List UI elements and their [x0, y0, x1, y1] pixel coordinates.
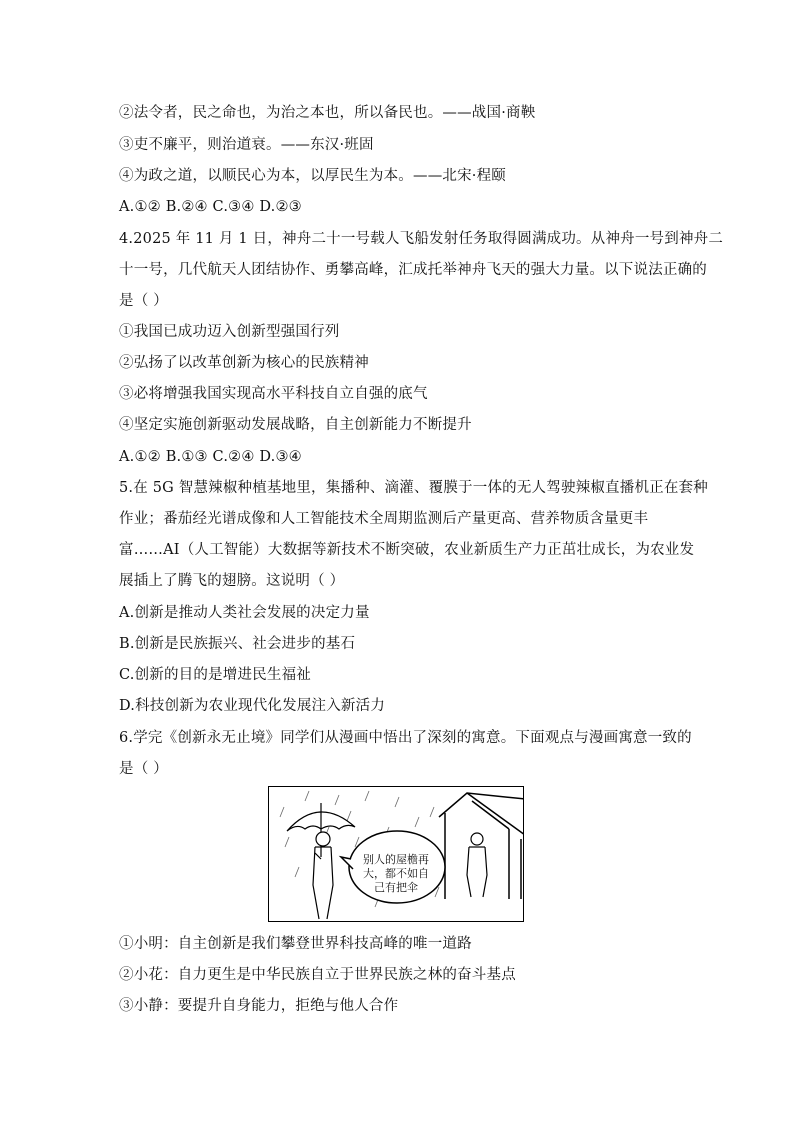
question-5-text: 作业；番茄经光谱成像和人工智能技术全周期监测后产量更高、营养物质含量更丰: [119, 511, 649, 527]
option-line: ①我国已成功迈入创新型强国行列: [119, 324, 340, 340]
option-line: ③必将增强我国实现高水平科技自立自强的底气: [119, 386, 428, 402]
opinion-option: ①小明：自主创新是我们攀登世界科技高峰的唯一道路: [119, 936, 472, 952]
question-4-text: 是（ ）: [119, 293, 168, 309]
question-6-text: 是（ ）: [119, 761, 168, 777]
question-5-text: 5.在 5G 智慧辣椒种植基地里，集播种、滴灌、覆膜于一体的无人驾驶辣椒直播机正在套种: [119, 480, 708, 496]
comic-illustration: [268, 786, 524, 922]
opinion-option: ③小静：要提升自身能力，拒绝与他人合作: [119, 998, 399, 1014]
speech-bubble-text: 别人的屋檐再大，都不如自己有把伞: [363, 853, 429, 894]
option-line: ④坚定实施创新驱动发展战略，自主创新能力不断提升: [119, 417, 472, 433]
opinion-option: ②小花：自力更生是中华民族自立于世界民族之林的奋斗基点: [119, 967, 516, 983]
answer-option: D.科技创新为农业现代化发展注入新活力: [119, 698, 386, 714]
answer-option: C.创新的目的是增进民生福祉: [119, 667, 311, 683]
answer-choices: A.①② B.②④ C.③④ D.②③: [119, 199, 302, 215]
question-4-text: 4.2025 年 11 月 1 日，神舟二十一号载人飞船发射任务取得圆满成功。从神舟一号到神舟二: [119, 231, 724, 247]
answer-option: B.创新是民族振兴、社会进步的基石: [119, 636, 356, 652]
text-line: ②法令者，民之命也，为治之本也，所以备民也。——战国·商鞅: [119, 105, 536, 121]
text-line: ③吏不廉平，则治道衰。——东汉·班固: [119, 137, 374, 153]
question-6-text: 6.学完《创新永无止境》同学们从漫画中悟出了深刻的寓意。下面观点与漫画寓意一致的: [119, 730, 692, 746]
text-line: ④为政之道，以顺民心为本，以厚民生为本。——北宋·程颐: [119, 168, 507, 184]
question-5-text: 富……AI（人工智能）大数据等新技术不断突破，农业新质生产力正茁壮成长，为农业发: [119, 542, 695, 558]
answer-choices: A.①② B.①③ C.②④ D.③④: [119, 449, 302, 465]
question-4-text: 十一号，几代航天人团结协作、勇攀高峰，汇成托举神舟飞天的强大力量。以下说法正确的: [119, 262, 707, 278]
question-5-text: 展插上了腾飞的翅膀。这说明（ ）: [119, 573, 345, 589]
answer-option: A.创新是推动人类社会发展的决定力量: [119, 605, 370, 621]
option-line: ②弘扬了以改革创新为核心的民族精神: [119, 355, 369, 371]
